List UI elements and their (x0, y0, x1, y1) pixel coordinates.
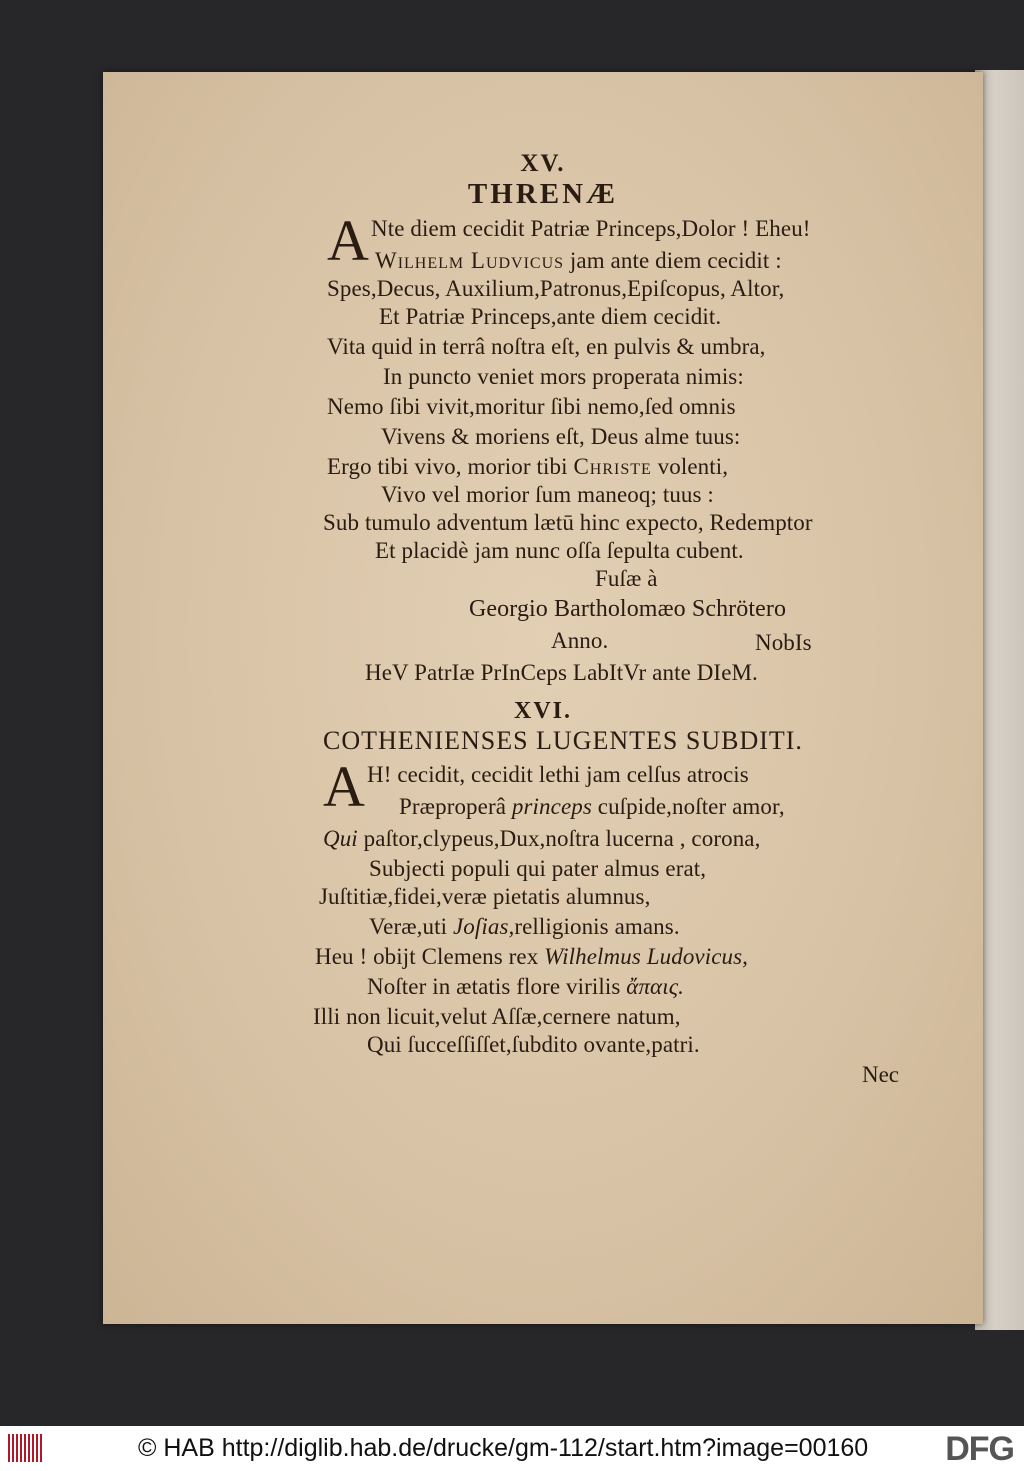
poem-line: Juſtitiæ,fidei,veræ pietatis alumnus, (319, 884, 651, 909)
poem-line: Illi non licuit,velut Aſſæ,cernere natum, (313, 1004, 681, 1029)
section-title-cotheniensis: COTHENIENSES LUGENTES SUBDITI. (323, 726, 803, 755)
hab-logo-icon (8, 1434, 44, 1462)
signature-fusae: Fuſæ à (595, 566, 658, 591)
poem-line: Qui paſtor,clypeus,Dux,noſtra lucerna , corona, (323, 826, 761, 851)
poem-line: A H! cecidit, cecidit lethi jam celſus atrocis (323, 754, 749, 819)
chronogram: HeV PatrIæ PrInCeps LabItVr ante DIeM. (365, 660, 758, 685)
signature-anno: Anno. (551, 628, 609, 653)
poem-line: Vivo vel morior ſum maneoq; tuus : (381, 482, 714, 507)
book-page (103, 72, 983, 1324)
poem-line: A Nte diem cecidit Patriæ Princeps,Dolor ! Eheu! (327, 208, 811, 273)
poem-line: Præproperâ princeps cuſpide,noſter amor, (399, 794, 785, 819)
poem-line: Vivens & moriens eſt, Deus alme tuus: (381, 424, 741, 449)
catchword: Nec (861, 1062, 899, 1087)
dfg-logo-icon: DFG (945, 1430, 1014, 1468)
section-number-xvi: XVI. (513, 698, 572, 724)
source-url-link[interactable]: http://diglib.hab.de/drucke/gm-112/start.htm?image=00160 (221, 1434, 869, 1462)
poem-line: Spes,Decus, Auxilium,Patronus,Epiſcopus, Altor, (327, 276, 785, 301)
poem-line: Et Patriæ Princeps,ante diem cecidit. (379, 304, 722, 329)
poem-line: Heu ! obijt Clemens rex Wilhelmus Ludovicus, (315, 944, 749, 969)
poem-line: In puncto veniet mors properata nimis: (383, 364, 744, 389)
poem-line: Et placidè jam nunc oſſa ſepulta cubent. (375, 538, 744, 563)
poem-line: Wilhelm Ludvicus jam ante diem cecidit : (375, 248, 782, 273)
poem-line: Vita quid in terrâ noſtra eſt, en pulvis & umbra, (327, 334, 766, 359)
drop-cap: A (323, 754, 365, 819)
poem-line: Qui ſucceſſiſſet,ſubdito ovante,patri. (367, 1032, 700, 1057)
poem-line: Nemo ſibi vivit,moritur ſibi nemo,ſed omnis (327, 394, 736, 419)
poem-line: Noſter in ætatis flore virilis ἄπαις. (367, 974, 685, 999)
poem-line: Sub tumulo adventum lætū hinc expecto, Redemptor (323, 510, 813, 535)
signature-nobis: NobIs (755, 630, 812, 655)
poem-line: Subjecti populi qui pater almus erat, (369, 856, 707, 881)
poem-line: Ergo tibi vivo, morior tibi Christe volenti, (327, 454, 729, 479)
signature-author: Georgio Bartholomæo Schrötero (469, 596, 787, 622)
drop-cap: A (327, 208, 369, 273)
section-title-threnae: THRENÆ (467, 178, 619, 210)
section-number-xv: XV. (520, 150, 566, 177)
poem-line: Veræ,uti Joſias,relligionis amans. (369, 914, 680, 939)
copyright-text: © HAB (138, 1434, 215, 1462)
footer-bar (0, 1426, 1024, 1471)
footer-credit (138, 1434, 868, 1463)
